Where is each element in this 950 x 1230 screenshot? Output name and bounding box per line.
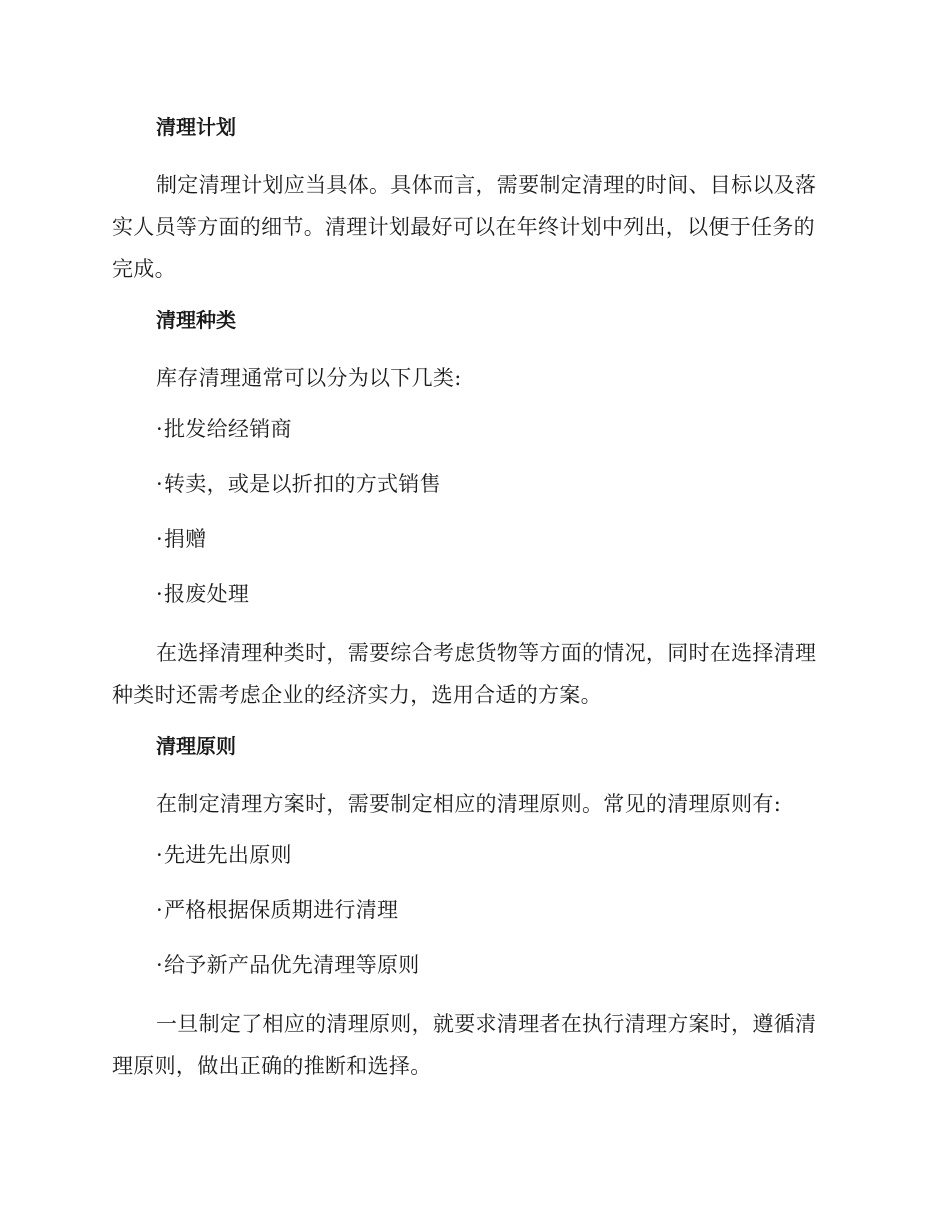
bullet-dot: · — [156, 582, 163, 606]
list-item-text: 严格根据保质期进行清理 — [164, 898, 399, 922]
list-item-text: 报废处理 — [164, 582, 250, 606]
bullet-dot: · — [156, 417, 163, 441]
section-intro: 在制定清理方案时，需要制定相应的清理原则。常见的清理原则有: — [156, 792, 782, 816]
section-conclusion: 一旦制定了相应的清理原则，就要求清理者在执行清理方案时，遵循清理原则，做出正确的推断和选择。 — [112, 1012, 817, 1078]
list-item — [112, 948, 830, 982]
bullet-dot: · — [156, 472, 163, 496]
list-item-text: 批发给经销商 — [164, 417, 292, 441]
bullet-dot: · — [156, 527, 163, 551]
section-intro: 库存清理通常可以分为以下几类: — [156, 366, 462, 390]
list-item — [112, 412, 830, 446]
section-heading-principles: 清理原则 — [156, 734, 236, 758]
bullet-dot: · — [156, 953, 163, 977]
list-item — [112, 838, 830, 872]
list-item — [112, 522, 830, 556]
section-heading-types: 清理种类 — [156, 308, 236, 332]
list-item-text: 给予新产品优先清理等原则 — [164, 953, 420, 977]
section-heading-plan: 清理计划 — [156, 115, 236, 139]
bullet-dot: · — [156, 843, 163, 867]
section-conclusion: 在选择清理种类时，需要综合考虑货物等方面的情况，同时在选择清理种类时还需考虑企业的经济实力，选用合适的方案。 — [112, 641, 817, 707]
list-item — [112, 893, 830, 927]
section-paragraph: 制定清理计划应当具体。具体而言，需要制定清理的时间、目标以及落实人员等方面的细节。清理计划最好可以在年终计划中列出，以便于任务的完成。 — [112, 173, 817, 281]
list-item-text: 捐赠 — [164, 527, 207, 551]
list-item — [112, 467, 830, 501]
list-item — [112, 577, 830, 611]
list-item-text: 先进先出原则 — [164, 843, 292, 867]
list-item-text: 转卖，或是以折扣的方式销售 — [164, 472, 441, 496]
bullet-dot: · — [156, 898, 163, 922]
